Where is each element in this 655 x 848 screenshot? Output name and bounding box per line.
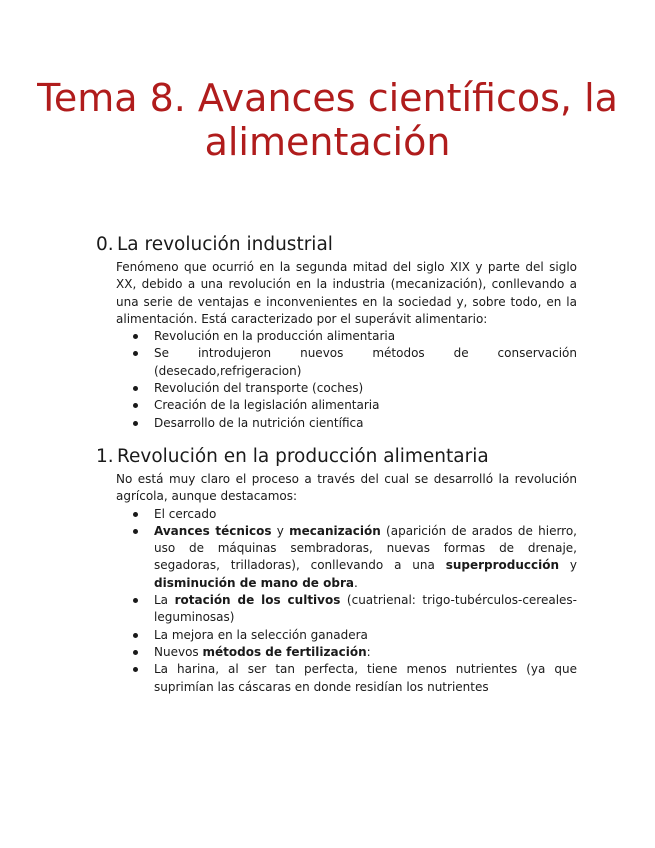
bullet-icon	[133, 667, 138, 672]
list-item: El cercado	[116, 506, 577, 523]
section-number: 0.	[96, 234, 114, 255]
section-body	[116, 471, 577, 696]
bullet-icon	[133, 421, 138, 426]
bullet-list	[116, 506, 577, 696]
list-item: La rotación de los cultivos (cuatrienal: trigo-tubérculos-cereales-leguminosas)	[116, 592, 577, 627]
bullet-icon	[133, 512, 138, 517]
list-item: Desarrollo de la nutrición científica	[116, 415, 577, 432]
bullet-icon	[133, 403, 138, 408]
bullet-icon	[133, 633, 138, 638]
bullet-icon	[133, 529, 138, 534]
bullet-icon	[133, 650, 138, 655]
section-number: 1.	[96, 446, 114, 467]
bullet-icon	[133, 598, 138, 603]
bullet-icon	[133, 334, 138, 339]
list-item: Avances técnicos y mecanización (aparición de arados de hierro, uso de máquinas sembradoras, nuevas formas de drenaje, segadoras, trilladoras), conllevando a una superproducción y disminución de mano de obra.	[116, 523, 577, 592]
list-item: Se introdujeron nuevos métodos de conservación (desecado,refrigeracion)	[116, 345, 577, 380]
page-title: Tema 8. Avances científicos, la alimentación	[37, 76, 618, 164]
list-item: Revolución del transporte (coches)	[116, 380, 577, 397]
paragraph: No está muy claro el proceso a través del cual se desarrolló la revolución agrícola, aunque destacamos:	[116, 472, 577, 504]
bullet-icon	[133, 386, 138, 391]
list-item: La mejora en la selección ganadera	[116, 627, 577, 644]
list-item: Revolución en la producción alimentaria	[116, 328, 577, 345]
bullet-list	[116, 328, 577, 432]
section-heading-text: La revolución industrial	[117, 234, 333, 255]
list-item: Creación de la legislación alimentaria	[116, 397, 577, 414]
bullet-icon	[133, 351, 138, 356]
section-body	[116, 259, 577, 432]
list-item: La harina, al ser tan perfecta, tiene menos nutrientes (ya que suprimían las cáscaras en donde residían los nutrientes	[116, 661, 577, 696]
paragraph: Fenómeno que ocurrió en la segunda mitad del siglo XIX y parte del siglo XX, debido a una revolución en la industria (mecanización), conllevando a una serie de ventajas e inconvenientes en la sociedad y, sobre todo, en la alimentación. Está caracterizado por el superávit alimentario:	[116, 260, 577, 326]
section-heading-text: Revolución en la producción alimentaria	[117, 446, 489, 467]
list-item: Nuevos métodos de fertilización:	[116, 644, 577, 661]
